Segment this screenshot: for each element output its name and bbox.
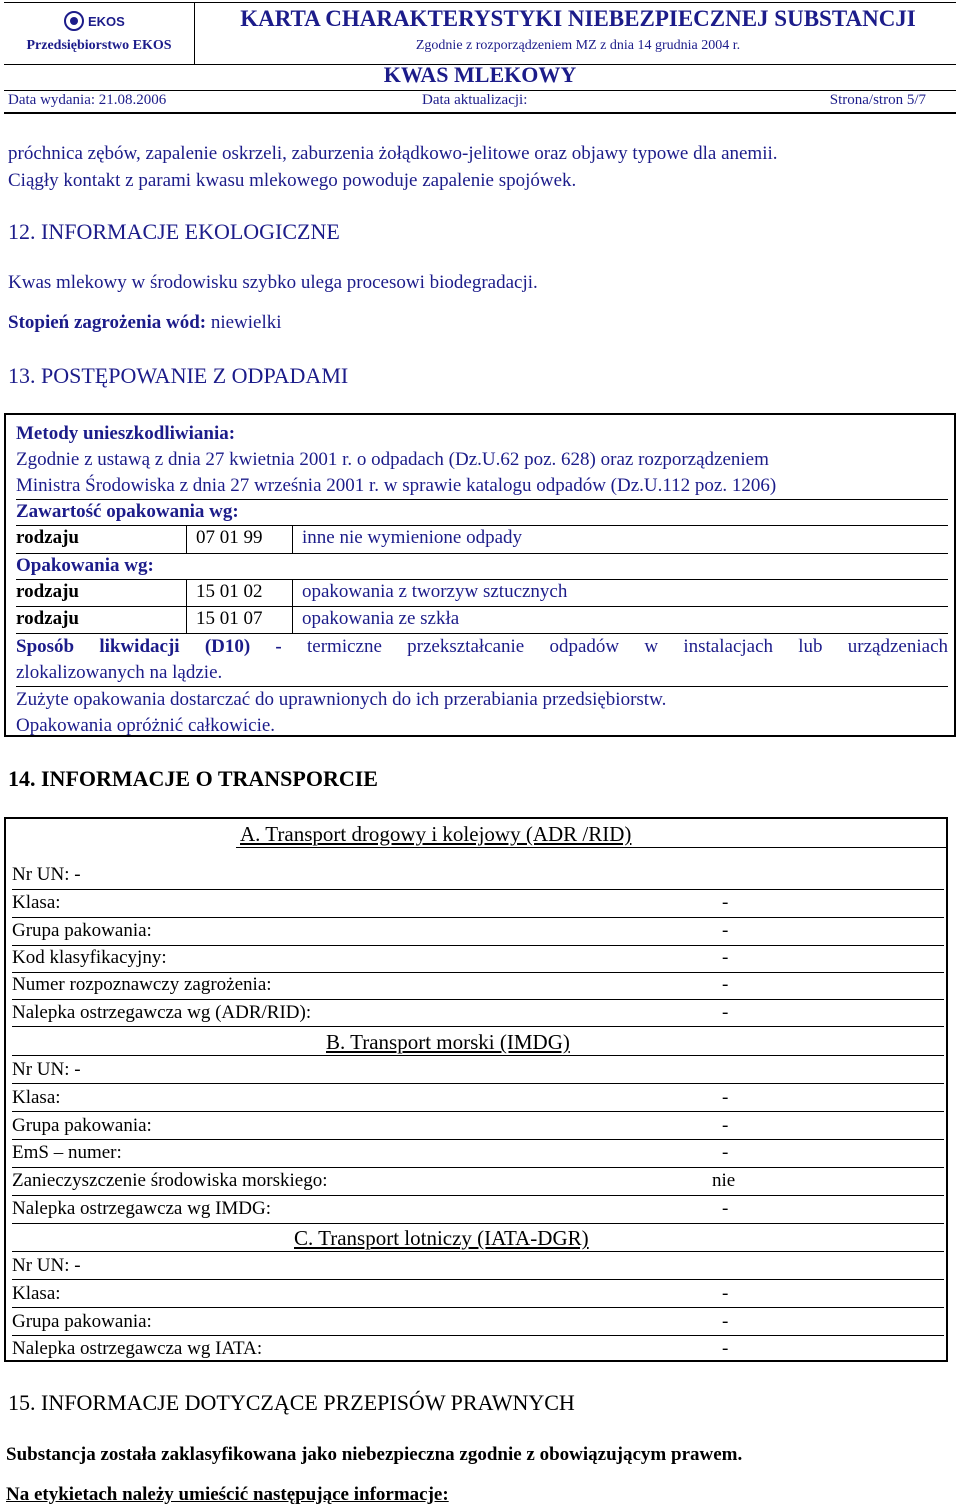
air-label-label: Nalepka ostrzegawcza wg IATA: [12, 1338, 263, 1359]
sea-transport-title: B. Transport morski (IMDG) [326, 1030, 570, 1054]
sea-pollutant-label: Zanieczyszczenie środowiska morskiego: [12, 1170, 328, 1191]
air-packing-label: Grupa pakowania: [12, 1311, 152, 1332]
sea-ems-value: - [722, 1142, 729, 1163]
intro-line-1: próchnica zębów, zapalenie oskrzeli, zaburzenia żołądkowo-jelitowe oraz objawy typowe dla anemii. [8, 143, 778, 164]
road-hazard-number-label: Numer rozpoznawczy zagrożenia: [12, 974, 272, 995]
sea-un: Nr UN: - [12, 1059, 81, 1080]
disposal-text: termiczne przekształcanie odpadów w instalacjach lub urządzeniach [307, 636, 948, 657]
air-packing-value: - [722, 1311, 729, 1332]
note-2: Opakowania opróżnić całkowicie. [16, 715, 276, 736]
contents-row-label: rodzaju [16, 527, 79, 548]
company-name: Przedsiębiorstwo EKOS [26, 38, 172, 53]
sea-ems-label: EmS – numer: [12, 1142, 122, 1163]
methods-label: Metody unieszkodliwiania: [16, 423, 236, 444]
transport-box [4, 817, 948, 1362]
disposal-label: Sposób likwidacji (D10) - [16, 636, 282, 657]
section-12-text: Kwas mlekowy w środowisku szybko ulega procesowi biodegradacji. [8, 272, 538, 293]
waste-disposal-box [4, 413, 956, 737]
contents-row-desc: inne nie wymienione odpady [302, 527, 523, 548]
intro-line-2: Ciągły kontakt z parami kwasu mlekowego powoduje zapalenie spojówek. [8, 170, 577, 191]
road-packing-value: - [722, 920, 729, 941]
law-line-2: Ministra Środowiska z dnia 27 września 2001 r. w sprawie katalogu odpadów (Dz.U.112 poz. 1206) [16, 475, 777, 496]
water-hazard [8, 312, 282, 334]
substance-name: KWAS MLEKOWY [383, 62, 577, 87]
water-hazard-label: Stopień zagrożenia wód: [8, 312, 207, 333]
road-label-label: Nalepka ostrzegawcza wg (ADR/RID): [12, 1002, 312, 1023]
road-un: Nr UN: - [12, 864, 81, 885]
packaging-row-desc: opakowania z tworzyw sztucznych [302, 581, 568, 602]
road-classification-value: - [722, 947, 729, 968]
ekos-logo-icon [60, 8, 140, 34]
packaging-row-label: rodzaju [16, 581, 79, 602]
packaging-row-label: rodzaju [16, 608, 79, 629]
note-1: Zużyte opakowania dostarczać do uprawnionych do ich przerabiania przedsiębiorstw. [16, 689, 667, 710]
document-header [4, 2, 956, 112]
document-subtitle: Zgodnie z rozporządzeniem MZ z dnia 14 grudnia 2004 r. [415, 38, 741, 53]
sea-packing-value: - [722, 1115, 729, 1136]
road-classification-label: Kod klasyfikacyjny: [12, 947, 167, 968]
packaging-label: Opakowania wg: [16, 555, 154, 576]
sea-pollutant-value: nie [712, 1170, 736, 1191]
air-transport-title: C. Transport lotniczy (IATA-DGR) [294, 1226, 589, 1250]
disposal-text-2: zlokalizowanych na lądzie. [16, 662, 223, 683]
air-class-label: Klasa: [12, 1283, 61, 1304]
section-14-heading: 14. INFORMACJE O TRANSPORCIE [8, 766, 378, 791]
update-date: Data aktualizacji: [422, 92, 528, 108]
water-hazard-value: niewielki [210, 312, 282, 333]
air-label-value: - [722, 1338, 729, 1359]
company-logo-area [4, 2, 194, 64]
packaging-row-desc: opakowania ze szkła [302, 608, 460, 629]
road-hazard-number-value: - [722, 974, 729, 995]
road-transport-title: A. Transport drogowy i kolejowy (ADR /RID) [240, 822, 632, 846]
section-13-heading: 13. POSTĘPOWANIE Z ODPADAMI [8, 363, 349, 388]
road-packing-label: Grupa pakowania: [12, 920, 152, 941]
page-number: Strona/stron 5/7 [829, 92, 926, 108]
section-15-heading: 15. INFORMACJE DOTYCZĄCE PRZEPISÓW PRAWNYCH [8, 1390, 575, 1415]
sea-label-label: Nalepka ostrzegawcza wg IMDG: [12, 1198, 272, 1219]
contents-label: Zawartość opakowania wg: [16, 501, 239, 522]
law-line-1: Zgodnie z ustawą z dnia 27 kwietnia 2001 r. o odpadach (Dz.U.62 poz. 628) oraz rozporządzeniem [16, 449, 769, 470]
road-class-value: - [722, 892, 729, 913]
packaging-row-code: 15 01 02 [196, 581, 263, 602]
sea-class-value: - [722, 1087, 729, 1108]
road-label-value: - [722, 1002, 729, 1023]
sea-class-label: Klasa: [12, 1087, 61, 1108]
section-15-line-2: Na etykietach należy umieścić następujące informacje: [6, 1484, 449, 1505]
contents-row-code: 07 01 99 [196, 527, 263, 548]
disposal-method [16, 636, 948, 658]
packaging-row-code: 15 01 07 [196, 608, 263, 629]
issue-date: Data wydania: 21.08.2006 [8, 92, 167, 108]
air-un: Nr UN: - [12, 1255, 81, 1276]
road-class-label: Klasa: [12, 892, 61, 913]
section-12-heading: 12. INFORMACJE EKOLOGICZNE [8, 219, 340, 244]
air-class-value: - [722, 1283, 729, 1304]
section-15-line-1: Substancja została zaklasyfikowana jako niebezpieczna zgodnie z obowiązującym prawem. [6, 1444, 743, 1465]
logo-text: EKOS [88, 14, 125, 29]
sea-packing-label: Grupa pakowania: [12, 1115, 152, 1136]
sea-label-value: - [722, 1198, 729, 1219]
document-title: KARTA CHARAKTERYSTYKI NIEBEZPIECZNEJ SUBSTANCJI [240, 6, 916, 31]
